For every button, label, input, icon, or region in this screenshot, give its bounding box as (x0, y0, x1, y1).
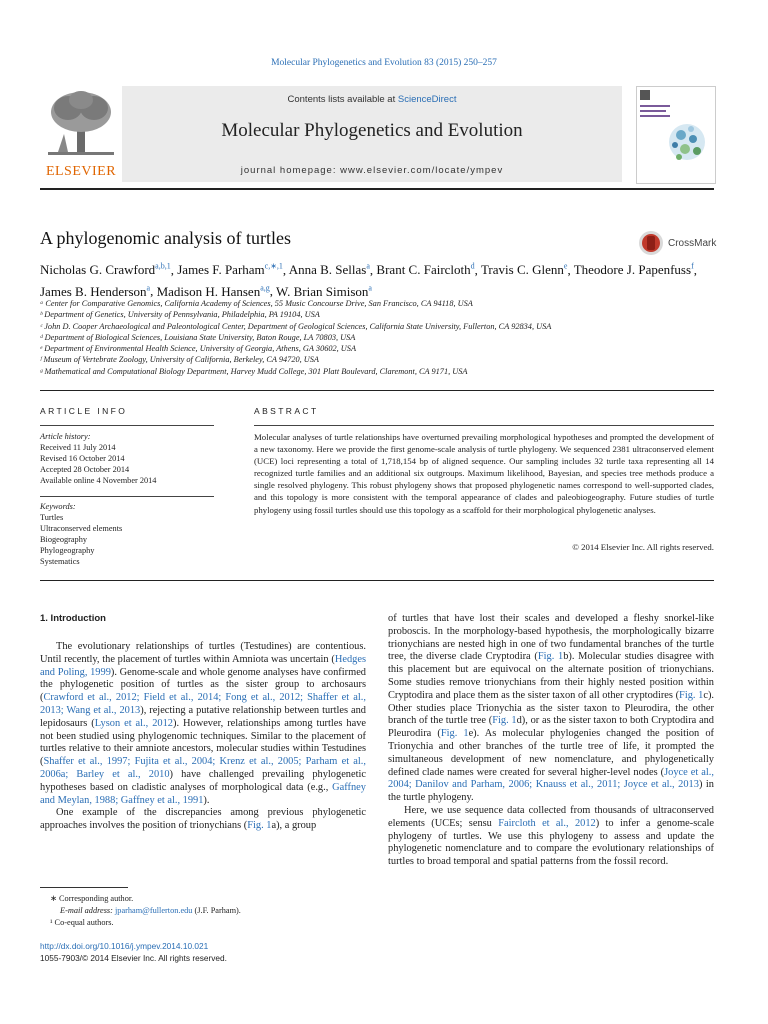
footnote-corresponding: ∗ Corresponding author. (50, 894, 134, 903)
footnote-coequal: ¹ Co-equal authors. (50, 918, 114, 927)
affiliation: ᵈ Department of Biological Sciences, Louisiana State University, Baton Rouge, LA 70803, USA (40, 332, 356, 342)
author-affiliation-mark[interactable]: a (366, 262, 370, 271)
keywords-label: Keywords: (40, 502, 76, 511)
author: Nicholas G. Crawford$^{a,b,1}$ (40, 262, 171, 278)
article-title: A phylogenomic analysis of turtles (40, 228, 291, 248)
body-text: a), a group (271, 820, 317, 832)
email-label: E-mail address: (60, 906, 115, 915)
author: Brant C. Faircloth$^d$ (376, 262, 475, 278)
footnote-rule (40, 887, 128, 888)
history-item: Available online 4 November 2014 (40, 476, 157, 485)
body-text: ). However, relationships among turtles have not been studied using phylogenomic techniques. Similar to the placement of turtles relative to their amniote ancestors, molecular studies within Testudines ( (40, 717, 367, 768)
body-text: ) have challenged prevailing phylogenetic hypotheses based on cladistic analyses of morphological data (e.g., (40, 768, 367, 793)
body-text: d), or as the sister taxon to both Cryptodira and Pleurodira ( (388, 715, 714, 740)
author: Travis C. Glenn$^e$ (480, 262, 568, 278)
footnote-email (40, 905, 366, 917)
journal-homepage[interactable]: journal homepage: www.elsevier.com/locate/ympev (240, 165, 504, 176)
keyword: Turtles (40, 513, 64, 522)
keyword: Biogeography (40, 535, 88, 544)
citation-link[interactable]: Gaffney and Meylan, 1988; Gaffney et al., 1991 (40, 781, 366, 806)
citation-link[interactable]: Lyson et al., 2012 (94, 717, 173, 729)
affiliation: ᶠ Museum of Vertebrate Zoology, University of California, Berkeley, CA 94720, USA (40, 355, 319, 365)
history-label: Article history: (40, 432, 91, 441)
body-text: c). Other studies place Trionychia as the sister taxon to Pleurodira, the other branch of the turtle tree ( (388, 689, 714, 727)
article-history (40, 431, 214, 486)
history-item: Revised 16 October 2014 (40, 454, 125, 463)
author-list: Nicholas G. Crawford$^{a,b,1}$, James F. Parham$^{c,∗,1}$, Anna B. Sellas$^a$, Brant C. Faircloth$^d$, Travis C. Glenn$^e$, Theodore J. Papenfuss$^f$, James B. Henderson$^a$, Madison H. Hansen$^{a,g}$, W. Brian Simison$^a$ (40, 262, 697, 299)
body-text: ). Genome-scale and whole genome analyses have confirmed the phylogenetic position of turtles as the sister group to archosaurs ( (40, 666, 366, 704)
citation-link[interactable]: Fig. 1 (247, 820, 272, 832)
doi-link[interactable]: http://dx.doi.org/10.1016/j.ympev.2014.10.021 (40, 941, 209, 951)
body-paragraph (40, 807, 366, 833)
citation-link[interactable]: Joyce et al., 2004; Danilov and Parham, 2006; Knauss et al., 2011; Joyce et al., 2013 (388, 766, 714, 791)
crossmark-label: CrossMark (668, 238, 717, 249)
abstract-heading: ABSTRACT (254, 406, 319, 416)
affiliation: ᶜ John D. Cooper Archaeological and Paleontological Center, Department of Geological Sciences, California State University, Fullerton, CA 92834, USA (40, 321, 552, 331)
history-item: Received 11 July 2014 (40, 443, 116, 452)
contents-prefix: Contents lists available at (287, 94, 398, 105)
citation-link[interactable]: Shaffer et al., 1997; Fujita et al., 2004; Krenz et al., 2005; Parham et al., 2006a; Barley et al., 2010 (40, 756, 366, 780)
body-text: ). (203, 794, 210, 806)
body-text: ) in the turtle phylogeny. (388, 779, 715, 804)
body-paragraph (388, 805, 714, 869)
footnotes (40, 893, 366, 929)
citation-link[interactable]: Faircloth et al., 2012 (498, 817, 596, 829)
author: Anna B. Sellas$^a$ (288, 262, 370, 278)
author: Theodore J. Papenfuss$^f$ (573, 262, 694, 278)
body-text: ) to infer a genome-scale phylogeny of turtles. We use this phylogeny to assess and update the phylogenetic nomenclature and to compare the evolutionary relationships of turtles to broad temporal and spatial patterns from the fossil record. (388, 817, 714, 868)
abstract-text: Molecular analyses of turtle relationships have overturned prevailing morphological hypotheses and prompted the development of a new taxonomy. Here we provide the first genome-scale analysis of turtle phylogeny. We sequenced 2381 ultraconserved element (UCE) loci representing a total of 1,718,154 bp of aligned sequence. Our sampling includes 32 turtle taxa representing all 14 recognized turtle families and an additional six outgroups. Maximum likelihood, Bayesian, and species tree methods produce a single resolved phylogeny. This robust phylogeny shows that proposed phylogenetic names correspond to well-supported clades, and this topology is more consistent with the temporal appearance of clades and paleobiogeography. Future studies of turtle phylogeny using fossil turtles should use this topology as a scaffold for their morphological phylogenetic analyses. (254, 432, 714, 515)
issn-line: 1055-7903/© 2014 Elsevier Inc. All rights reserved. (40, 953, 227, 963)
keyword: Ultraconserved elements (40, 524, 123, 533)
citation-link[interactable]: Hedges and Poling, 1999 (40, 653, 366, 678)
author-affiliation-mark[interactable]: c,∗,1 (264, 262, 283, 271)
author: James B. Henderson$^a$ (40, 283, 151, 299)
affiliation: ᵃ Center for Comparative Genomics, California Academy of Sciences, 55 Music Concourse Drive, San Francisco, CA 94118, USA (40, 299, 473, 308)
author-affiliation-mark[interactable]: a (368, 283, 372, 293)
citation-link[interactable]: Fig. 1 (492, 715, 517, 727)
body-text: e). As molecular phylogenies changed the position of Trionychia and other branches of the turtle tree of life, it prompted the simultaneous development of new nomenclature, and phylogenetically defined clade names were created for several higher-level nodes ( (388, 728, 714, 778)
history-item: Accepted 28 October 2014 (40, 465, 130, 474)
keywords (40, 501, 214, 567)
citation-link[interactable]: Fig. 1 (440, 728, 469, 740)
body-text: One example of the discrepancies among previous phylogenetic approaches involves the position of trionychians ( (40, 807, 366, 832)
author: Madison H. Hansen$^{a,g}$ (156, 283, 270, 299)
sciencedirect-link[interactable]: ScienceDirect (397, 94, 457, 105)
journal-title: Molecular Phylogenetics and Evolution (221, 120, 523, 141)
abstract-rule (254, 425, 714, 426)
contents-available-line (122, 94, 622, 105)
author-affiliation-mark[interactable]: a,b,1 (155, 262, 171, 271)
journal-cover-thumbnail (636, 86, 716, 184)
body-column-right (388, 613, 714, 869)
elsevier-wordmark: ELSEVIER (45, 164, 117, 179)
author-affiliation-mark[interactable]: a,g (260, 283, 270, 293)
crossmark-badge[interactable] (638, 230, 718, 256)
body-text: Here, we use sequence data collected from thousands of ultraconserved elements (UCEs; sensu (388, 804, 714, 829)
author-affiliation-mark[interactable]: e (563, 262, 568, 271)
affiliations-rule (40, 390, 714, 391)
affiliation: ᵇ Department of Genetics, University of Pennsylvania, Philadelphia, PA 19104, USA (40, 310, 320, 320)
body-text: ), rejecting a putative relationship between turtles and lepidosaurs ( (40, 704, 366, 729)
citation-link[interactable]: Fig. 1 (537, 651, 564, 663)
author-affiliation-mark[interactable]: f (691, 262, 694, 271)
body-text: of turtles that have lost their scales and developed a fleshy snorkel-like proboscis. In the morphology-based hypothesis, the morphologically bizarre trionychians are nested high in one of two fundamental branches of the turtle tree, the diverse clade Cryptodira ( (388, 613, 714, 663)
citation-link[interactable]: Crawford et al., 2012; Field et al., 2014; Fong et al., 2012; Shaffer et al., 2013; Wang et al., 2013 (40, 692, 366, 716)
affiliation: ᵍ Mathematical and Computational Biology Department, Harvey Mudd College, 301 Platt Boulevard, Claremont, CA 9171, USA (40, 366, 468, 376)
header-rule (40, 188, 714, 190)
article-info-rule (40, 425, 214, 426)
crossmark-icon (638, 230, 664, 256)
keyword: Phylogeography (40, 546, 95, 555)
copyright-notice: © 2014 Elsevier Inc. All rights reserved. (572, 542, 714, 552)
body-paragraph (388, 613, 714, 805)
affiliation-list (40, 298, 720, 377)
body-text: b). Molecular studies disagree with this placement but are equivocal on the alternate position of trionychians. Some studies remove trionychians from their highly nested position within Cryptodira and place them as the sister taxon of all other cryptodires ( (388, 651, 714, 701)
body-paragraph (40, 641, 366, 807)
email-link[interactable]: jparham@fullerton.edu (115, 906, 193, 915)
section-heading-introduction: 1. Introduction (40, 613, 106, 624)
affiliation: ᵉ Department of Environmental Health Science, University of Georgia, Athens, GA 30602, USA (40, 344, 357, 354)
author: James F. Parham$^{c,∗,1}$ (177, 262, 283, 278)
abstract-bottom-rule (40, 580, 714, 581)
body-text: The evolutionary relationships of turtles (Testudines) are contentious. Until recently, the placement of turtles within Amniota was uncertain ( (40, 641, 366, 665)
author-affiliation-mark[interactable]: a (146, 283, 151, 293)
keyword: Systematics (40, 557, 80, 566)
article-info-heading: ARTICLE INFO (40, 406, 128, 416)
author-affiliation-mark[interactable]: d (470, 262, 475, 271)
journal-reference[interactable]: Molecular Phylogenetics and Evolution 83 (2015) 250–257 (271, 58, 497, 68)
body-column-left (40, 641, 366, 833)
author: W. Brian Simison$^a$ (276, 283, 372, 299)
email-suffix: (J.F. Parham). (192, 906, 241, 915)
citation-link[interactable]: Fig. 1 (679, 689, 704, 701)
keywords-rule (40, 496, 214, 497)
